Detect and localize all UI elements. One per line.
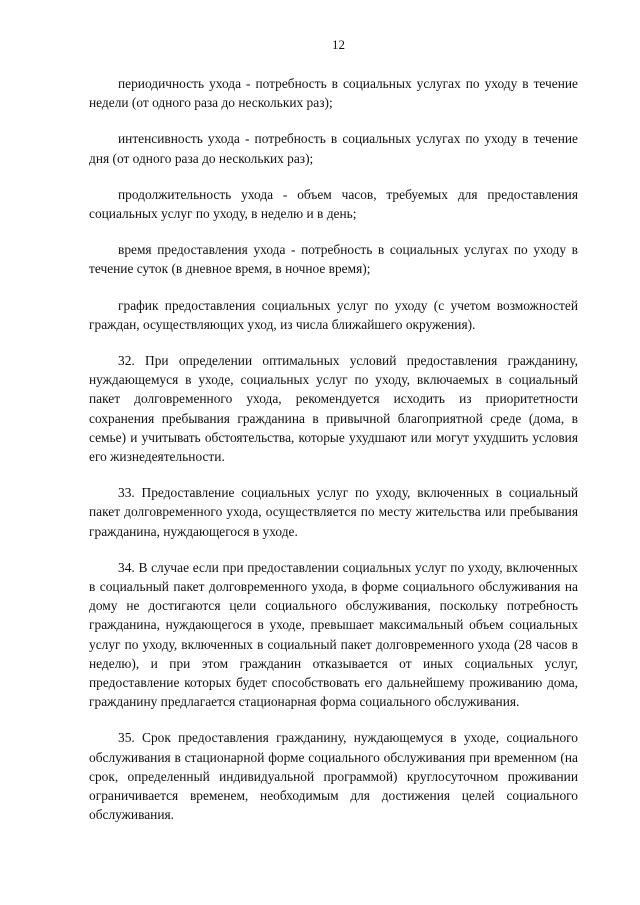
paragraph-care-duration: продолжительность ухода - объем часов, требуемых для предоставления социальных услуг по уходу, в неделю и в день; <box>89 186 578 222</box>
paragraph-care-intensity: интенсивность ухода - потребность в социальных услугах по уходу в течение дня (от одного раза до нескольких раз); <box>89 131 578 166</box>
paragraph-33: 33. Предоставление социальных услуг по уходу, включенных в социальный пакет долговременного ухода, осуществляется по месту жительства или пребывания гражданина, нуждающегося в уходе. <box>89 485 578 539</box>
page-number: 12 <box>332 37 345 52</box>
paragraph-care-time: время предоставления ухода - потребность в социальных услугах по уходу в течение суток (в дневное время, в ночное время); <box>89 242 578 277</box>
paragraph-34: 34. В случае если при предоставлении социальных услуг по уходу, включенных в социальный пакет долговременного ухода, в форме социального обслуживания на дому не достигаются цели социального обслуживания, поскольку потребность гражданина, нуждающегося в уходе, превышает максимальный объем социальных услуг по уходу, включенных в социальный пакет долговременного ухода (28 часов в неделю), и при этом гражданин отказывается от иных социальных услуг, предоставление которых будет способствовать его дальнейшему проживанию дома, гражданину предлагается стационарная форма социального обслуживания. <box>89 559 578 710</box>
paragraph-care-schedule: график предоставления социальных услуг по уходу (с учетом возможностей граждан, осуществляющих уход, из числа ближайшего окружения). <box>89 297 578 332</box>
paragraph-care-periodicity: периодичность ухода - потребность в социальных услугах по уходу в течение недели (от одного раза до нескольких раз); <box>89 76 578 111</box>
paragraph-35: 35. Срок предоставления гражданину, нуждающемуся в уходе, социального обслуживания в стационарной форме социального обслуживания при временном (на срок, определенный индивидуальной программой) круглосуточном проживании ограничивается временем, необходимым для достижения целей социального обслуживания. <box>89 730 578 823</box>
paragraph-32: 32. При определении оптимальных условий предоставления гражданину, нуждающемуся в уходе, социальных услуг по уходу, включаемых в социальный пакет долговременного ухода, рекомендуется исходить из приоритетности сохранения пребывания гражданина в привычной благоприятной среде (дома, в семье) и учитывать обстоятельства, которые ухудшают или могут ухудшить условия его жизнедеятельности. <box>89 353 578 465</box>
